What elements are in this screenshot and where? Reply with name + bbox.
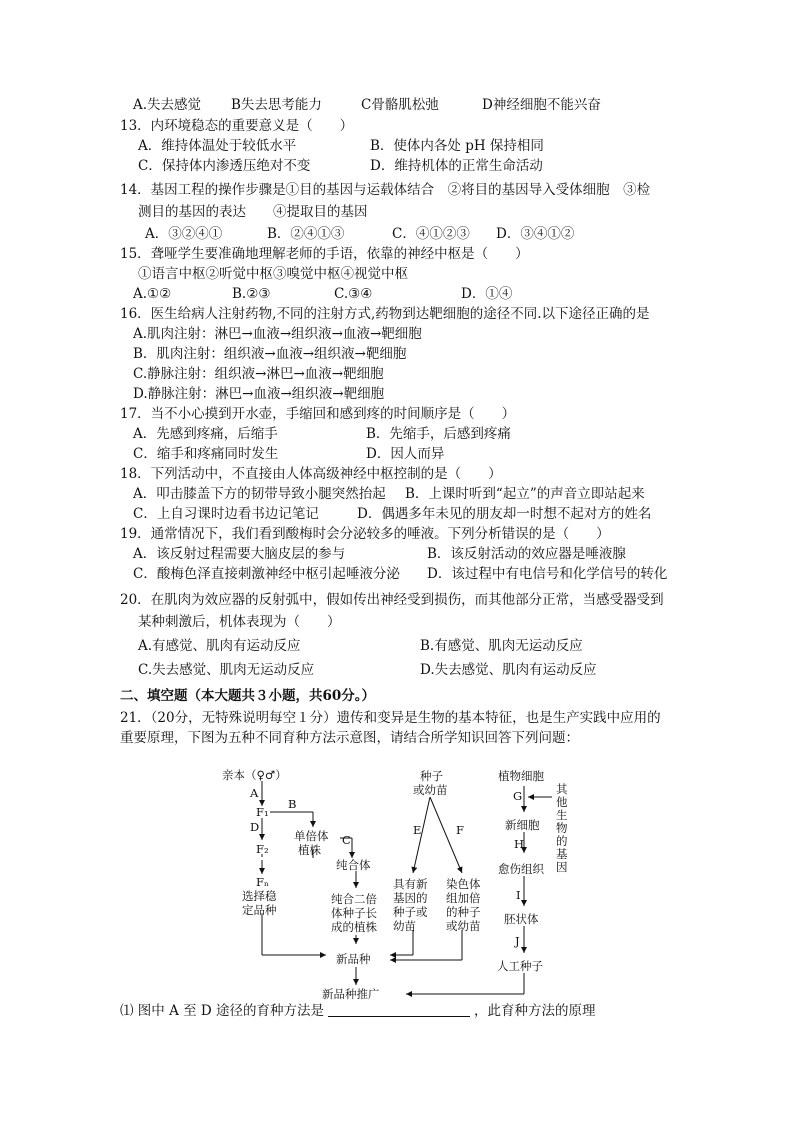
q19-option-b: B．该反射活动的效应器是唾液腺: [427, 546, 626, 562]
q14-stem-line2: 测目的基因的表达 ④提取目的基因: [138, 204, 368, 220]
diagram-parent: 亲本（♀♂）: [222, 768, 287, 782]
q13-option-c: C．保持体内渗透压绝对不变: [138, 158, 311, 174]
diagram-select-line2: 定品种: [242, 903, 277, 917]
q21-stem-line2: 重要原理，下图为五种不同育种方法示意图，请结合所学知识回答下列问题：: [120, 730, 579, 746]
diagram-label-g: G: [513, 789, 523, 803]
diagram-select-line1: 选择稳: [242, 889, 277, 903]
q15-option-d: D．①④: [461, 286, 513, 302]
section-2-heading: 二、填空题（本大题共３小题，共60分。）: [120, 688, 376, 704]
q18-stem: 18．下列活动中，不直接由人体高级神经中枢控制的是（ ）: [120, 466, 502, 482]
diagram-new-variety: 新品种: [336, 952, 371, 966]
diagram-newgene-2: 基因的: [393, 891, 428, 905]
diagram-chrom-3: 的种子: [446, 905, 481, 919]
q15-option-b: B.②③: [232, 286, 271, 302]
diagram-other-gene-4: 物: [556, 821, 568, 835]
q17-option-c: C．缩手和疼痛同时发生: [133, 446, 279, 462]
diagram-label-f: F: [456, 823, 464, 837]
diagram-newgene-4: 幼苗: [393, 919, 416, 933]
diagram-other-gene-2: 他: [556, 795, 568, 809]
diagram-label-c: C: [342, 833, 351, 847]
q21-stem-line1: 21．（20分，无特殊说明每空１分）遗传和变异是生物的基本特征，也是生产实践中应用的: [120, 710, 661, 726]
diagram-seed-line2: 或幼苗: [413, 783, 448, 797]
diagram-new-cell: 新细胞: [505, 818, 540, 832]
q21-sub1: [120, 1002, 596, 1020]
diagram-callus: 愈伤组织: [498, 862, 544, 876]
q15-items: ①语言中枢②听觉中枢③嗅觉中枢④视觉中枢: [138, 266, 408, 282]
q19-stem: 19．通常情况下，我们看到酸梅时会分泌较多的唾液。下列分析错误的是（ ）: [120, 526, 610, 542]
q14-option-c: C．④①②③: [392, 226, 470, 242]
diagram-embryoid: 胚状体: [504, 912, 539, 926]
q14-option-d: D．③④①②: [496, 226, 575, 242]
q20-option-b: B.有感觉、肌肉无运动反应: [420, 638, 583, 654]
q18-option-d: D．偶遇多年未见的朋友却一时想不起对方的姓名: [357, 506, 652, 522]
diagram-fn: Fₙ: [256, 875, 269, 889]
q17-option-d: D．因人而异: [366, 446, 445, 462]
diagram-pure-diploid-3: 成的植株: [331, 920, 377, 934]
q20-option-a: A.有感觉、肌肉有运动反应: [138, 638, 301, 654]
q17-stem: 17．当不小心摸到开水壶，手缩回和感到疼的时间顺序是（ ）: [120, 406, 516, 422]
diagram-pure-diploid-2: 体种子长: [331, 906, 377, 920]
q19-option-a: A．该反射过程需要大脑皮层的参与: [133, 546, 346, 562]
diagram-other-gene-1: 其: [556, 782, 568, 796]
q12-option-b: B失去思考能力: [231, 97, 322, 113]
q15-option-c: C.③④: [334, 286, 373, 302]
q16-option-b: B．肌肉注射：组织液→血液→组织液→靶细胞: [133, 346, 407, 362]
q18-option-b: B．上课时听到“起立”的声音立即站起来: [405, 486, 645, 502]
q15-option-a: A.①②: [133, 286, 172, 302]
q13-option-d: D．维持机体的正常生命活动: [370, 158, 543, 174]
q15-stem: 15．聋哑学生要准确地理解老师的手语，依靠的神经中枢是（ ）: [120, 246, 529, 262]
diagram-newgene-3: 种子或: [393, 905, 428, 919]
diagram-pure-diploid-1: 纯合二倍: [331, 892, 377, 906]
q16-option-c: C.静脉注射：组织液→淋巴→血液→靶细胞: [133, 366, 384, 382]
diagram-other-gene-3: 生: [556, 808, 568, 822]
q18-option-a: A．叩击膝盖下方的韧带导致小腿突然抬起: [133, 486, 386, 502]
q13-option-a: A．维持体温处于较低水平: [138, 138, 297, 154]
q12-option-d: D神经细胞不能兴奋: [482, 97, 601, 113]
q16-option-a: A.肌肉注射：淋巴→血液→组织液→血液→靶细胞: [133, 326, 422, 342]
q20-option-d: D.失去感觉、肌肉有运动反应: [420, 662, 597, 678]
q19-option-c: C．酸梅色泽直接刺激神经中枢引起唾液分泌: [133, 566, 400, 582]
diagram-chrom-4: 或幼苗: [446, 919, 481, 933]
q20-stem-line1: 20．在肌肉为效应器的反射弧中，假如传出神经受到损伤，而其他部分正常，当感受器受到: [120, 592, 664, 608]
q16-option-d: D.静脉注射：淋巴→血液→组织液→靶细胞: [133, 386, 385, 402]
diagram-seed-line1: 种子: [420, 769, 443, 783]
diagram-other-gene-7: 因: [556, 860, 568, 874]
q17-option-b: B．先缩手，后感到疼痛: [366, 426, 511, 442]
diagram-label-e: E: [413, 823, 422, 837]
diagram-f1: F₁: [256, 805, 269, 819]
diagram-haploid-line2: 植株: [298, 843, 321, 857]
q21-sub1-answer-blank[interactable]: [328, 1002, 470, 1017]
q19-option-d: D．该过程中有电信号和化学信号的转化: [427, 566, 668, 582]
q13-option-b: B．使体内各处 pH 保持相同: [370, 138, 544, 154]
q21-sub1-suffix: ，此育种方法的原理: [474, 1003, 596, 1019]
diagram-pure: 纯合体: [336, 858, 371, 872]
diagram-label-j: J: [515, 934, 520, 948]
diagram-label-b: B: [288, 797, 297, 811]
diagram-chrom-2: 组加倍: [446, 891, 481, 905]
diagram-artificial-seed: 人工种子: [497, 959, 543, 973]
diagram-f2: F₂: [256, 842, 269, 856]
q20-option-c: C.失去感觉、肌肉无运动反应: [138, 662, 315, 678]
diagram-chrom-1: 染色体: [446, 877, 481, 891]
diagram-label-d: D: [250, 820, 260, 834]
q14-stem-line1: 14．基因工程的操作步骤是①目的基因与运载体结合 ②将目的基因导入受体细胞 ③检: [120, 182, 651, 198]
diagram-other-gene-5: 的: [556, 834, 568, 848]
diagram-label-a: A: [250, 786, 259, 800]
q18-option-c: C．上自习课时边看书边记笔记: [133, 506, 319, 522]
diagram-label-h: H: [514, 837, 525, 851]
q14-option-a: A．③②④①: [145, 226, 223, 242]
diagram-label-i: I: [516, 888, 521, 902]
q12-option-c: C骨骼肌松弛: [361, 97, 439, 113]
q12-option-a: A.失去感觉: [133, 97, 202, 113]
q21-sub1-prefix: ⑴ 图中 A 至 D 途径的育种方法是: [120, 1003, 325, 1019]
diagram-other-gene-6: 基: [556, 847, 568, 861]
diagram-promote: 新品种推广: [322, 987, 380, 1001]
q20-stem-line2: 某种刺激后，机体表现为（ ）: [138, 614, 341, 630]
q16-stem: 16．医生给病人注射药物,不同的注射方式,药物到达靶细胞的途径不同.以下途径正确的是: [120, 306, 650, 322]
diagram-haploid-line1: 单倍体: [294, 829, 329, 843]
diagram-newgene-1: 具有新: [393, 877, 428, 891]
q14-option-b: B．②④①③: [267, 226, 345, 242]
q17-option-a: A．先感到疼痛，后缩手: [133, 426, 278, 442]
q13-stem: 13．内环境稳态的重要意义是（ ）: [120, 118, 354, 134]
diagram-plant-cell: 植物细胞: [498, 769, 544, 783]
